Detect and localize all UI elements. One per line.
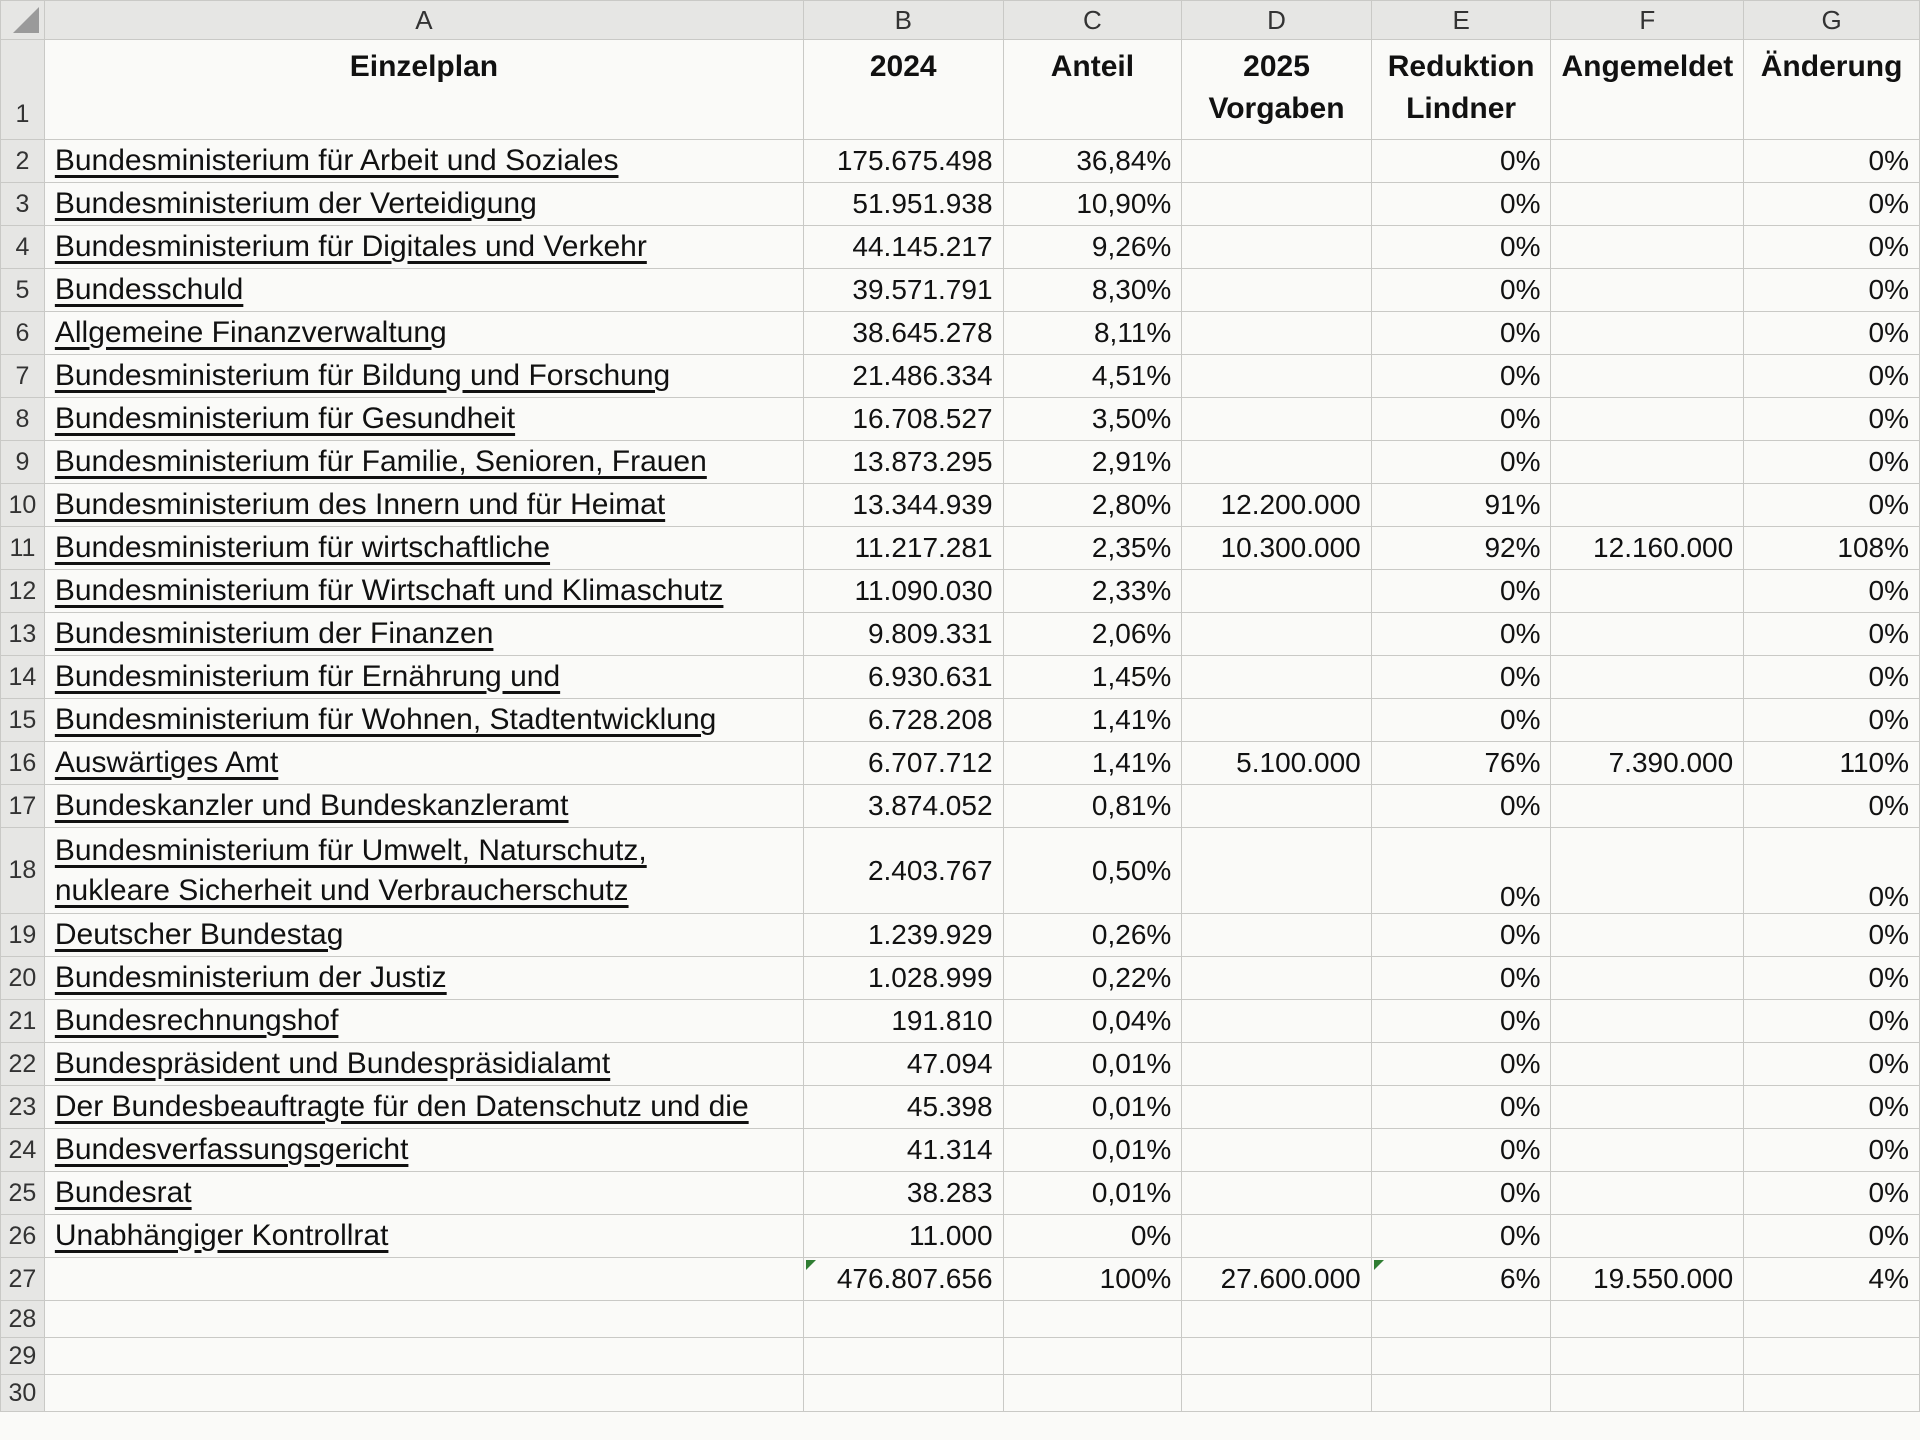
value-cell-e[interactable]: 0% (1371, 312, 1551, 355)
total-label-cell[interactable] (44, 1258, 803, 1301)
value-cell-c[interactable]: 2,06% (1003, 613, 1182, 656)
value-cell-g[interactable]: 0% (1744, 269, 1920, 312)
value-cell-d[interactable] (1182, 1172, 1371, 1215)
table-row (1, 1215, 1920, 1258)
value-cell-e[interactable]: 0% (1371, 785, 1551, 828)
value-cell-c[interactable]: 4,51% (1003, 355, 1182, 398)
value-cell-d[interactable] (1182, 613, 1371, 656)
empty-cell[interactable] (1551, 1375, 1744, 1412)
value-cell-g[interactable]: 0% (1744, 140, 1920, 183)
empty-cell[interactable] (1371, 1338, 1551, 1375)
row-number[interactable]: 4 (1, 226, 45, 269)
value-cell-b[interactable]: 38.645.278 (803, 312, 1003, 355)
value-cell-f[interactable] (1551, 957, 1744, 1000)
header-2024[interactable]: 2024 (803, 40, 1003, 140)
value-cell-e[interactable]: 0% (1371, 570, 1551, 613)
value-cell-e[interactable]: 0% (1371, 441, 1551, 484)
value-cell-b[interactable]: 21.486.334 (803, 355, 1003, 398)
value-cell-e[interactable]: 76% (1371, 742, 1551, 785)
value-cell-b[interactable]: 13.873.295 (803, 441, 1003, 484)
value-cell-c[interactable]: 0,26% (1003, 914, 1182, 957)
select-all-triangle-icon (13, 7, 39, 33)
einzelplan-cell[interactable]: Bundesministerium der Verteidigung (44, 183, 803, 226)
value-cell-g[interactable]: 0% (1744, 398, 1920, 441)
value-cell-b[interactable]: 45.398 (803, 1086, 1003, 1129)
empty-row (1, 1338, 1920, 1375)
value-cell-e[interactable]: 0% (1371, 226, 1551, 269)
empty-cell[interactable] (803, 1375, 1003, 1412)
row-number[interactable]: 17 (1, 785, 45, 828)
value-cell-f[interactable] (1551, 785, 1744, 828)
value-cell-e[interactable]: 0% (1371, 140, 1551, 183)
value-cell-b[interactable]: 2.403.767 (803, 828, 1003, 914)
table-row (1, 226, 1920, 269)
empty-cell[interactable] (1371, 1301, 1551, 1338)
value-cell-f[interactable]: 7.390.000 (1551, 742, 1744, 785)
empty-cell[interactable] (1744, 1301, 1920, 1338)
header-2025-line1: 2025 (1243, 50, 1310, 83)
value-cell-c[interactable]: 0,50% (1003, 828, 1182, 914)
column-header-g[interactable]: G (1744, 1, 1920, 40)
value-cell-b[interactable]: 1.028.999 (803, 957, 1003, 1000)
value-cell-c[interactable]: 2,35% (1003, 527, 1182, 570)
value-cell-c[interactable]: 8,11% (1003, 312, 1182, 355)
value-cell-g[interactable]: 0% (1744, 355, 1920, 398)
value-cell-d[interactable] (1182, 699, 1371, 742)
value-cell-d[interactable]: 5.100.000 (1182, 742, 1371, 785)
einzelplan-line2: nukleare Sicherheit und Verbraucherschutz (54, 873, 629, 907)
empty-cell[interactable] (44, 1301, 803, 1338)
value-cell-g[interactable]: 0% (1744, 914, 1920, 957)
value-cell-g[interactable]: 108% (1744, 527, 1920, 570)
header-2025-vorgaben[interactable] (1182, 40, 1371, 140)
row-number[interactable]: 20 (1, 957, 45, 1000)
value-cell-d[interactable]: 10.300.000 (1182, 527, 1371, 570)
value-cell-d[interactable] (1182, 183, 1371, 226)
value-cell-d[interactable] (1182, 312, 1371, 355)
einzelplan-cell[interactable]: Bundesministerium für Ernährung und (44, 656, 803, 699)
einzelplan-cell[interactable]: Bundesrechnungshof (44, 1000, 803, 1043)
value-cell-b[interactable]: 191.810 (803, 1000, 1003, 1043)
value-cell-e[interactable]: 0% (1371, 183, 1551, 226)
header-aenderung[interactable]: Änderung (1744, 40, 1920, 140)
empty-cell[interactable] (1551, 1338, 1744, 1375)
value-cell-f[interactable] (1551, 914, 1744, 957)
row-number[interactable]: 21 (1, 1000, 45, 1043)
empty-cell[interactable] (1551, 1301, 1744, 1338)
header-reduktion-line1: Reduktion (1387, 50, 1535, 83)
header-2025-line2: Vorgaben (1208, 92, 1345, 125)
total-cell-d[interactable]: 27.600.000 (1182, 1258, 1371, 1301)
column-header-f[interactable]: F (1551, 1, 1744, 40)
table-row (1, 441, 1920, 484)
value-cell-b[interactable]: 11.000 (803, 1215, 1003, 1258)
total-cell-f[interactable]: 19.550.000 (1551, 1258, 1744, 1301)
value-cell-f[interactable] (1551, 828, 1744, 914)
value-cell-b[interactable]: 47.094 (803, 1043, 1003, 1086)
value-cell-g[interactable]: 110% (1744, 742, 1920, 785)
value-cell-f[interactable] (1551, 355, 1744, 398)
value-cell-c[interactable]: 3,50% (1003, 398, 1182, 441)
table-row (1, 742, 1920, 785)
value-cell-c[interactable]: 0,01% (1003, 1129, 1182, 1172)
value-cell-f[interactable] (1551, 441, 1744, 484)
value-cell-g[interactable]: 0% (1744, 957, 1920, 1000)
row-number[interactable]: 10 (1, 484, 45, 527)
column-header-row (1, 1, 1920, 40)
value-cell-d[interactable] (1182, 914, 1371, 957)
table-row (1, 828, 1920, 914)
value-cell-f[interactable] (1551, 1215, 1744, 1258)
value-cell-d[interactable] (1182, 1000, 1371, 1043)
table-row (1, 613, 1920, 656)
value-cell-e[interactable]: 0% (1371, 613, 1551, 656)
value-cell-g[interactable]: 0% (1744, 441, 1920, 484)
row-number[interactable]: 11 (1, 527, 45, 570)
value-cell-e[interactable]: 0% (1371, 1043, 1551, 1086)
table-row (1, 914, 1920, 957)
total-cell-e[interactable]: 6% (1371, 1258, 1551, 1301)
value-cell-c[interactable]: 2,80% (1003, 484, 1182, 527)
table-row (1, 1043, 1920, 1086)
einzelplan-cell[interactable]: Bundespräsident und Bundespräsidialamt (44, 1043, 803, 1086)
row-number[interactable]: 30 (1, 1375, 45, 1412)
value-cell-c[interactable]: 0,81% (1003, 785, 1182, 828)
einzelplan-cell[interactable]: Bundesverfassungsgericht (44, 1129, 803, 1172)
value-cell-g[interactable]: 0% (1744, 484, 1920, 527)
value-cell-d[interactable] (1182, 570, 1371, 613)
value-cell-g[interactable]: 0% (1744, 1215, 1920, 1258)
row-number[interactable]: 19 (1, 914, 45, 957)
einzelplan-cell[interactable]: Auswärtiges Amt (44, 742, 803, 785)
value-cell-g[interactable]: 0% (1744, 1000, 1920, 1043)
value-cell-b[interactable]: 1.239.929 (803, 914, 1003, 957)
einzelplan-cell[interactable]: Bundeskanzler und Bundeskanzleramt (44, 785, 803, 828)
table-row (1, 527, 1920, 570)
value-cell-f[interactable] (1551, 570, 1744, 613)
row-number[interactable]: 8 (1, 398, 45, 441)
column-header-c[interactable]: C (1003, 1, 1182, 40)
einzelplan-cell[interactable]: Bundesschuld (44, 269, 803, 312)
value-cell-g[interactable]: 0% (1744, 785, 1920, 828)
column-header-e[interactable]: E (1371, 1, 1551, 40)
value-cell-e[interactable]: 92% (1371, 527, 1551, 570)
value-cell-c[interactable]: 2,33% (1003, 570, 1182, 613)
row-number[interactable]: 9 (1, 441, 45, 484)
einzelplan-cell[interactable]: Bundesrat (44, 1172, 803, 1215)
einzelplan-cell[interactable]: Bundesministerium für Wirtschaft und Klimaschutz (44, 570, 803, 613)
column-header-a[interactable]: A (44, 1, 803, 40)
value-cell-f[interactable] (1551, 613, 1744, 656)
table-row (1, 1086, 1920, 1129)
value-cell-b[interactable]: 13.344.939 (803, 484, 1003, 527)
value-cell-d[interactable] (1182, 441, 1371, 484)
value-cell-g[interactable]: 0% (1744, 1172, 1920, 1215)
table-row (1, 1172, 1920, 1215)
value-cell-b[interactable]: 51.951.938 (803, 183, 1003, 226)
value-cell-g[interactable]: 0% (1744, 699, 1920, 742)
value-cell-e[interactable]: 0% (1371, 1215, 1551, 1258)
value-cell-b[interactable]: 6.707.712 (803, 742, 1003, 785)
value-cell-d[interactable] (1182, 398, 1371, 441)
value-cell-d[interactable] (1182, 1086, 1371, 1129)
total-row (1, 1258, 1920, 1301)
value-cell-c[interactable]: 9,26% (1003, 226, 1182, 269)
header-reduktion-lindner[interactable] (1371, 40, 1551, 140)
value-cell-d[interactable] (1182, 828, 1371, 914)
value-cell-g[interactable]: 0% (1744, 183, 1920, 226)
value-cell-f[interactable] (1551, 1086, 1744, 1129)
value-cell-f[interactable] (1551, 1129, 1744, 1172)
row-number[interactable]: 18 (1, 828, 45, 914)
column-header-b[interactable]: B (803, 1, 1003, 40)
einzelplan-cell[interactable]: Bundesministerium für Familie, Senioren, Frauen (44, 441, 803, 484)
value-cell-f[interactable] (1551, 183, 1744, 226)
value-cell-e[interactable]: 0% (1371, 355, 1551, 398)
value-cell-f[interactable]: 12.160.000 (1551, 527, 1744, 570)
value-cell-c[interactable]: 1,41% (1003, 699, 1182, 742)
value-cell-d[interactable] (1182, 785, 1371, 828)
value-cell-g[interactable]: 0% (1744, 1086, 1920, 1129)
empty-cell[interactable] (44, 1375, 803, 1412)
einzelplan-cell[interactable]: Bundesministerium für Wohnen, Stadtentwicklung (44, 699, 803, 742)
column-header-d[interactable]: D (1182, 1, 1371, 40)
table-row (1, 570, 1920, 613)
row-number[interactable]: 16 (1, 742, 45, 785)
row-number[interactable]: 29 (1, 1338, 45, 1375)
empty-cell[interactable] (803, 1338, 1003, 1375)
einzelplan-cell[interactable] (44, 828, 803, 914)
value-cell-d[interactable] (1182, 140, 1371, 183)
value-cell-d[interactable] (1182, 1215, 1371, 1258)
value-cell-f[interactable] (1551, 226, 1744, 269)
header-einzelplan[interactable]: Einzelplan (44, 40, 803, 140)
empty-cell[interactable] (44, 1338, 803, 1375)
table-row (1, 1129, 1920, 1172)
value-cell-c[interactable]: 0,01% (1003, 1172, 1182, 1215)
value-cell-d[interactable] (1182, 957, 1371, 1000)
value-cell-e[interactable]: 0% (1371, 828, 1551, 914)
empty-row (1, 1375, 1920, 1412)
value-cell-c[interactable]: 8,30% (1003, 269, 1182, 312)
value-cell-f[interactable] (1551, 312, 1744, 355)
total-cell-b[interactable]: 476.807.656 (803, 1258, 1003, 1301)
einzelplan-cell[interactable]: Bundesministerium der Finanzen (44, 613, 803, 656)
value-cell-e[interactable]: 91% (1371, 484, 1551, 527)
value-cell-e[interactable]: 0% (1371, 957, 1551, 1000)
value-cell-g[interactable]: 0% (1744, 312, 1920, 355)
value-cell-c[interactable]: 10,90% (1003, 183, 1182, 226)
value-cell-e[interactable]: 0% (1371, 269, 1551, 312)
row-number[interactable]: 14 (1, 656, 45, 699)
value-cell-b[interactable]: 16.708.527 (803, 398, 1003, 441)
einzelplan-cell[interactable]: Bundesministerium für wirtschaftliche (44, 527, 803, 570)
table-row (1, 398, 1920, 441)
row-number[interactable]: 5 (1, 269, 45, 312)
table-row (1, 1000, 1920, 1043)
value-cell-e[interactable]: 0% (1371, 699, 1551, 742)
value-cell-g[interactable]: 0% (1744, 656, 1920, 699)
total-cell-g[interactable]: 4% (1744, 1258, 1920, 1301)
empty-cell[interactable] (1003, 1338, 1182, 1375)
row-number[interactable]: 23 (1, 1086, 45, 1129)
value-cell-e[interactable]: 0% (1371, 656, 1551, 699)
einzelplan-cell[interactable]: Der Bundesbeauftragte für den Datenschutz und die (44, 1086, 803, 1129)
empty-cell[interactable] (1371, 1375, 1551, 1412)
table-row (1, 269, 1920, 312)
row-number[interactable]: 13 (1, 613, 45, 656)
empty-cell[interactable] (1182, 1338, 1371, 1375)
table-row (1, 140, 1920, 183)
row-number[interactable]: 27 (1, 1258, 45, 1301)
value-cell-g[interactable]: 0% (1744, 1043, 1920, 1086)
value-cell-f[interactable] (1551, 140, 1744, 183)
empty-cell[interactable] (1744, 1338, 1920, 1375)
value-cell-f[interactable] (1551, 398, 1744, 441)
einzelplan-cell[interactable]: Bundesministerium für Gesundheit (44, 398, 803, 441)
einzelplan-line1: Bundesministerium für Umwelt, Naturschutz, (54, 833, 647, 867)
value-cell-d[interactable]: 12.200.000 (1182, 484, 1371, 527)
value-cell-f[interactable] (1551, 1172, 1744, 1215)
einzelplan-cell[interactable]: Bundesministerium der Justiz (44, 957, 803, 1000)
value-cell-f[interactable] (1551, 1000, 1744, 1043)
value-cell-b[interactable]: 3.874.052 (803, 785, 1003, 828)
row-number[interactable]: 26 (1, 1215, 45, 1258)
value-cell-e[interactable]: 0% (1371, 1129, 1551, 1172)
value-cell-b[interactable]: 6.728.208 (803, 699, 1003, 742)
row-number[interactable]: 2 (1, 140, 45, 183)
empty-cell[interactable] (803, 1301, 1003, 1338)
value-cell-g[interactable]: 0% (1744, 570, 1920, 613)
row-number[interactable]: 24 (1, 1129, 45, 1172)
value-cell-f[interactable] (1551, 656, 1744, 699)
einzelplan-cell[interactable]: Bundesministerium für Digitales und Verkehr (44, 226, 803, 269)
value-cell-c[interactable]: 1,41% (1003, 742, 1182, 785)
total-cell-c[interactable]: 100% (1003, 1258, 1182, 1301)
value-cell-b[interactable]: 11.090.030 (803, 570, 1003, 613)
table-row (1, 785, 1920, 828)
value-cell-g[interactable]: 0% (1744, 226, 1920, 269)
value-cell-b[interactable]: 11.217.281 (803, 527, 1003, 570)
value-cell-c[interactable]: 0,01% (1003, 1086, 1182, 1129)
value-cell-f[interactable] (1551, 269, 1744, 312)
value-cell-d[interactable] (1182, 656, 1371, 699)
table-row (1, 484, 1920, 527)
table-row (1, 699, 1920, 742)
value-cell-d[interactable] (1182, 355, 1371, 398)
einzelplan-cell[interactable]: Bundesministerium für Arbeit und Soziales (44, 140, 803, 183)
table-row (1, 183, 1920, 226)
value-cell-b[interactable]: 38.283 (803, 1172, 1003, 1215)
value-cell-g[interactable]: 0% (1744, 1129, 1920, 1172)
row-number[interactable]: 22 (1, 1043, 45, 1086)
value-cell-f[interactable] (1551, 699, 1744, 742)
value-cell-c[interactable]: 0% (1003, 1215, 1182, 1258)
empty-row (1, 1301, 1920, 1338)
value-cell-c[interactable]: 36,84% (1003, 140, 1182, 183)
value-cell-c[interactable]: 0,01% (1003, 1043, 1182, 1086)
value-cell-g[interactable]: 0% (1744, 828, 1920, 914)
value-cell-f[interactable] (1551, 1043, 1744, 1086)
row-number[interactable]: 1 (1, 40, 45, 140)
value-cell-c[interactable]: 2,91% (1003, 441, 1182, 484)
row-number[interactable]: 12 (1, 570, 45, 613)
row-number[interactable]: 3 (1, 183, 45, 226)
empty-cell[interactable] (1744, 1375, 1920, 1412)
value-cell-d[interactable] (1182, 226, 1371, 269)
value-cell-b[interactable]: 41.314 (803, 1129, 1003, 1172)
row-number[interactable]: 15 (1, 699, 45, 742)
einzelplan-cell[interactable]: Allgemeine Finanzverwaltung (44, 312, 803, 355)
table-row (1, 957, 1920, 1000)
einzelplan-cell[interactable]: Unabhängiger Kontrollrat (44, 1215, 803, 1258)
value-cell-g[interactable]: 0% (1744, 613, 1920, 656)
value-cell-d[interactable] (1182, 1129, 1371, 1172)
value-cell-b[interactable]: 44.145.217 (803, 226, 1003, 269)
empty-cell[interactable] (1003, 1301, 1182, 1338)
value-cell-d[interactable] (1182, 269, 1371, 312)
header-row (1, 40, 1920, 140)
value-cell-c[interactable]: 1,45% (1003, 656, 1182, 699)
value-cell-b[interactable]: 175.675.498 (803, 140, 1003, 183)
row-number[interactable]: 28 (1, 1301, 45, 1338)
table-row (1, 312, 1920, 355)
header-reduktion-line2: Lindner (1406, 92, 1517, 125)
table-row (1, 355, 1920, 398)
table-row (1, 656, 1920, 699)
empty-cell[interactable] (1182, 1301, 1371, 1338)
header-anteil[interactable]: Anteil (1003, 40, 1182, 140)
row-number[interactable]: 7 (1, 355, 45, 398)
select-all-corner[interactable] (1, 1, 45, 40)
value-cell-b[interactable]: 39.571.791 (803, 269, 1003, 312)
einzelplan-cell[interactable]: Bundesministerium des Innern und für Heimat (44, 484, 803, 527)
value-cell-b[interactable]: 6.930.631 (803, 656, 1003, 699)
value-cell-e[interactable]: 0% (1371, 1000, 1551, 1043)
value-cell-e[interactable]: 0% (1371, 1172, 1551, 1215)
value-cell-b[interactable]: 9.809.331 (803, 613, 1003, 656)
value-cell-c[interactable]: 0,22% (1003, 957, 1182, 1000)
empty-cell[interactable] (1182, 1375, 1371, 1412)
einzelplan-cell[interactable]: Bundesministerium für Bildung und Forschung (44, 355, 803, 398)
header-angemeldet[interactable]: Angemeldet (1551, 40, 1744, 140)
value-cell-e[interactable]: 0% (1371, 914, 1551, 957)
value-cell-e[interactable]: 0% (1371, 1086, 1551, 1129)
empty-cell[interactable] (1003, 1375, 1182, 1412)
row-number[interactable]: 25 (1, 1172, 45, 1215)
value-cell-f[interactable] (1551, 484, 1744, 527)
einzelplan-cell[interactable]: Deutscher Bundestag (44, 914, 803, 957)
value-cell-c[interactable]: 0,04% (1003, 1000, 1182, 1043)
value-cell-d[interactable] (1182, 1043, 1371, 1086)
value-cell-e[interactable]: 0% (1371, 398, 1551, 441)
row-number[interactable]: 6 (1, 312, 45, 355)
